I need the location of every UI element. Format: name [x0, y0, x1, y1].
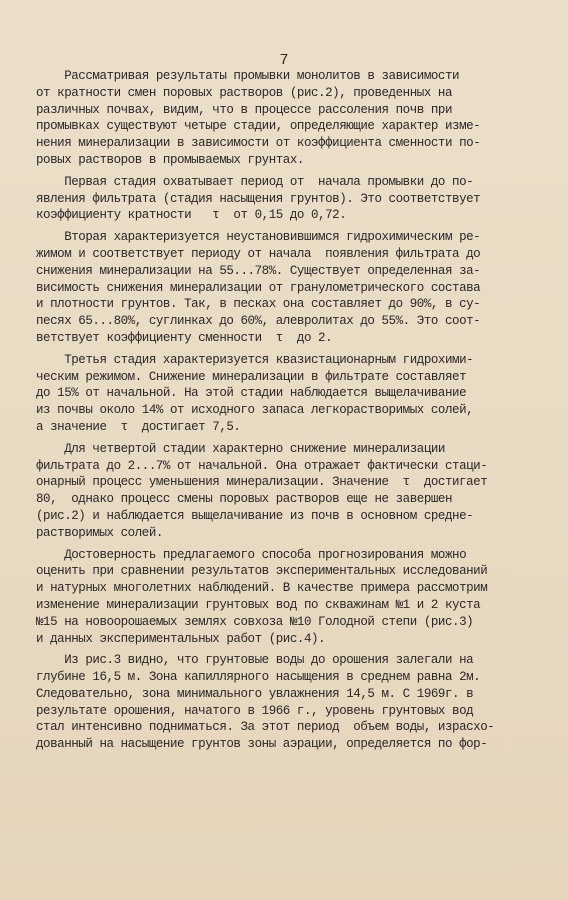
paragraph [36, 652, 520, 753]
text-line: онарный процесс уменьшения минерализации. Значение τ достигает [36, 475, 488, 490]
text-line: до 15% от начальной. На этой стадии наблюдается выщелачивание [36, 386, 467, 401]
paragraph [36, 229, 520, 347]
text-line: и натурных многолетних наблюдений. В качестве примера рассмотрим [36, 581, 488, 596]
text-line: Первая стадия охватывает период от начала промывки до по- [36, 174, 474, 189]
text-line: Из рис.3 видно, что грунтовые воды до орошения залегали на [36, 653, 474, 668]
text-line: Третья стадия характеризуется квазистационарным гидрохими- [36, 352, 474, 367]
text-line: растворимых солей. [36, 525, 163, 540]
text-line: явления фильтрата (стадия насыщения грунтов). Это соответствует [36, 191, 481, 206]
text-line: из почвы около 14% от исходного запаса легкорастворимых солей, [36, 403, 474, 418]
text-line: песях 65...80%, суглинках до 60%, алевролитах до 55%. Это соот- [36, 314, 481, 329]
text-line: ровых растворов в промываемых грунтах. [36, 152, 304, 167]
text-line: Для четвертой стадии характерно снижение минерализации [36, 441, 445, 456]
text-line: нения минерализации в зависимости от коэффициента сменности по- [36, 136, 481, 151]
paragraph [36, 174, 520, 224]
text-line: а значение τ достигает 7,5. [36, 419, 241, 434]
text-line: различных почвах, видим, что в процессе рассоления почв при [36, 102, 453, 117]
text-line: ческим режимом. Снижение минерализации в фильтрате составляет [36, 369, 467, 384]
text-line: стал интенсивно подниматься. За этот период объем воды, израсхо- [36, 720, 495, 735]
text-line: Достоверность предлагаемого способа прогнозирования можно [36, 547, 467, 562]
text-line: дованный на насыщение грунтов зоны аэрации, определяется по фор- [36, 737, 488, 752]
body-text [36, 68, 520, 753]
text-line: Следовательно, зона минимального увлажнения 14,5 м. С 1969г. в [36, 686, 474, 701]
text-line: результате орошения, начатого в 1966 г., уровень грунтовых вод [36, 703, 474, 718]
text-line: 80, однако процесс смены поровых растворов еще не завершен [36, 492, 453, 507]
text-line: оценить при сравнении результатов экспериментальных исследований [36, 564, 488, 579]
text-line: висимость снижения минерализации от гранулометрического состава [36, 280, 481, 295]
text-line: и данных экспериментальных работ (рис.4). [36, 631, 326, 646]
text-line: и плотности грунтов. Так, в песках она составляет до 90%, в су- [36, 297, 481, 312]
text-line: (рис.2) и наблюдается выщелачивание из почв в основном средне- [36, 508, 474, 523]
paragraph [36, 441, 520, 542]
text-line: промывках существуют четыре стадии, определяющие характер изме- [36, 119, 481, 134]
text-line: фильтрата до 2...7% от начальной. Она отражает фактически стаци- [36, 458, 488, 473]
paragraph [36, 547, 520, 648]
page-number: 7 [279, 52, 289, 69]
text-line: глубине 16,5 м. Зона капиллярного насыщения в среднем равна 2м. [36, 670, 481, 685]
text-line: Рассматривая результаты промывки монолитов в зависимости [36, 69, 460, 83]
paragraph [36, 68, 520, 169]
text-line: ветствует коэффициенту сменности τ до 2. [36, 330, 333, 345]
text-line: изменение минерализации грунтовых вод по скважинам №1 и 2 куста [36, 597, 481, 612]
text-line: коэффициенту кратности τ от 0,15 до 0,72. [36, 208, 347, 223]
text-line: жимом и соответствует периоду от начала появления фильтрата до [36, 246, 481, 261]
text-line: №15 на новоорошаемых землях совхоза №10 Голодной степи (рис.3) [36, 614, 474, 629]
text-line: Вторая характеризуется неустановившимся гидрохимическим ре- [36, 230, 481, 245]
text-line: снижения минерализации на 55...78%. Существует определенная за- [36, 263, 481, 278]
text-line: от кратности смен поровых растворов (рис.2), проведенных на [36, 85, 453, 100]
paragraph [36, 352, 520, 436]
